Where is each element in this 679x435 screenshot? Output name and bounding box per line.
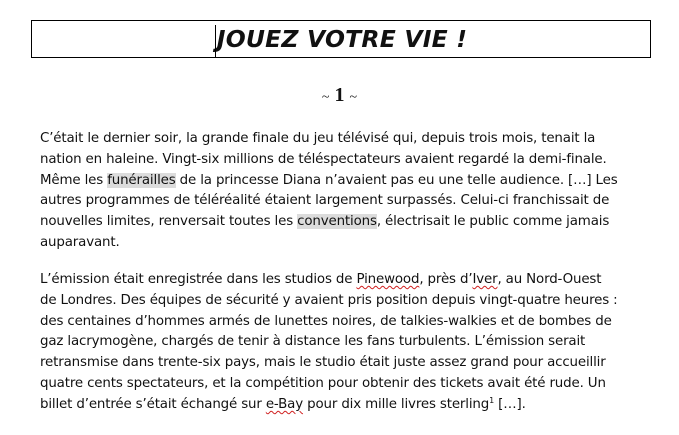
text-run: […]. <box>494 396 526 412</box>
highlighted-word: funérailles <box>107 172 176 188</box>
title-box <box>31 20 651 58</box>
paragraph-line: des centaines d’hommes armés de lunettes noires, de talkies-walkies et de bombes de <box>40 313 612 329</box>
spellcheck-word[interactable]: Iver <box>472 272 498 287</box>
chapter-heading <box>0 85 679 108</box>
paragraph-line: C’était le dernier soir, la grande finale du jeu télévisé qui, depuis trois mois, tenait la <box>40 131 596 146</box>
paragraph-line: retransmise dans trente-six pays, mais le studio était juste assez grand pour accueillir <box>40 355 606 371</box>
paragraph-line: autres programmes de téléréalité étaient largement surpassés. Celui-ci franchissait de <box>40 193 610 209</box>
paragraph-line: de Londres. Des équipes de sécurité y avaient pris position depuis vingt-quatre heures : <box>40 292 618 308</box>
paragraph-line <box>40 395 618 416</box>
paragraph-line: auparavant. <box>40 234 120 250</box>
footnote-reference[interactable]: 1 <box>489 395 495 405</box>
text-run: pour dix mille livres sterling <box>303 396 490 412</box>
text-run: nouvelles limites, renversait toutes les <box>40 214 298 230</box>
paragraph-line <box>40 212 618 233</box>
paragraph-line <box>40 270 618 291</box>
text-run: , électrisait le public comme jamais <box>376 214 610 230</box>
spellcheck-word[interactable]: e-Bay <box>265 396 304 412</box>
text-run: Même les <box>40 172 108 188</box>
text-run: L’émission était enregistrée dans les studios de <box>40 272 357 287</box>
text-run: , au Nord-Ouest <box>497 272 602 287</box>
text-cursor <box>215 25 216 57</box>
paragraph-1[interactable] <box>40 129 618 254</box>
paragraph-2[interactable] <box>40 270 618 416</box>
spellcheck-word[interactable]: Pinewood <box>356 272 420 287</box>
chapter-tilde-left: ~ <box>321 90 330 105</box>
chapter-number: 1 <box>334 84 345 106</box>
paragraph-line: gaz lacrymogène, chargés de tenir à distance les fans turbulents. L’émission serait <box>40 334 586 350</box>
paragraph-line <box>40 171 618 192</box>
highlighted-word: conventions <box>297 214 377 230</box>
text-run: billet d’entrée s’était échangé sur <box>40 396 266 412</box>
paragraph-line: quatre cents spectateurs, et la compétition pour obtenir des tickets avait été rude. Un <box>40 375 606 391</box>
chapter-tilde-right: ~ <box>349 90 358 105</box>
paragraph-line: nation en haleine. Vingt-six millions de téléspectateurs avaient regardé la demi-finale. <box>40 151 607 167</box>
text-run: , près d’ <box>419 272 473 287</box>
document-title[interactable]: JOUEZ VOTRE VIE ! <box>216 25 468 53</box>
text-run: de la princesse Diana n’avaient pas eu une telle audience. […] Les <box>175 172 618 188</box>
